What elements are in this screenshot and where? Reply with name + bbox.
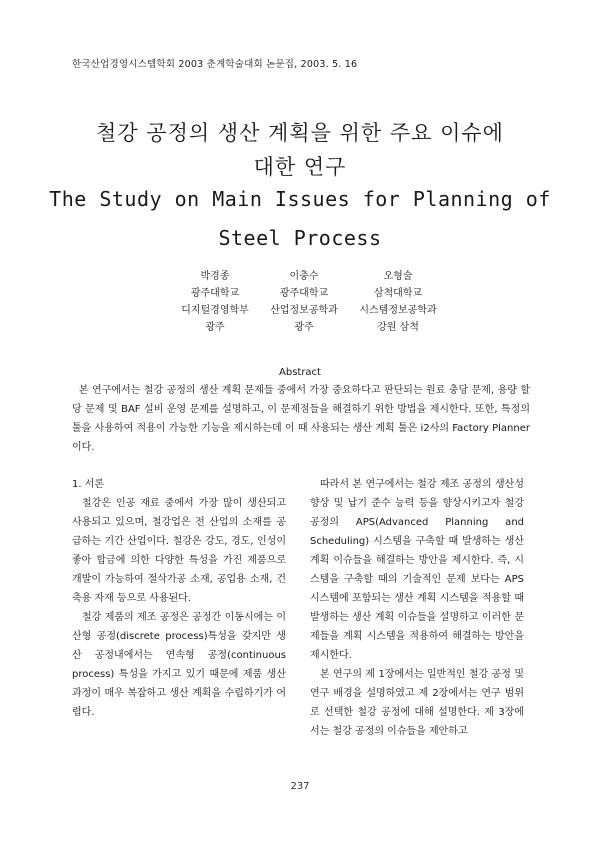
paragraph: 철강 제품의 제조 공정은 공정간 이동시에는 이산형 공정(discrete process)특성을 갖지만 생산 공정내에서는 연속형 공정(continuous process) 특성을 가지고 있기 때문에 제품 생산 과정이 매우 복잡하고 생산 계획을 수립하기가 어렵다.: [72, 612, 286, 718]
title-korean-line1: 철강 공정의 생산 계획을 위한 주요 이슈에: [96, 121, 504, 145]
paragraph: 본 연구의 제 1장에서는 일반적인 철강 공정 및 연구 배경을 설명하였고 제 2장에서는 연구 범위로 선택한 철강 공정에 대해 설명한다. 제 3장에서는 철강 공정의 이슈들을 제안하고: [310, 669, 524, 737]
author-affiliation: 시스템정보공학과: [359, 305, 437, 316]
author-affiliation: 디지털경영학부: [181, 305, 249, 316]
author-3: [333, 268, 463, 336]
left-column: [72, 475, 286, 722]
title-english-line2: Steel Process: [218, 226, 382, 250]
author-affiliation: 광주: [205, 322, 225, 333]
page-number: 237: [290, 781, 310, 792]
paragraph: 따라서 본 연구에서는 철강 제조 공정의 생산성 향상 및 납기 준수 능력 등을 향상시키고자 철강 공정의 APS(Advanced Planning and Scheduling) 시스템을 구축할 때 발생하는 생산 계획 이슈들을 해결하는 방안을 제시한다. 즉, 시스템을 구축할 때의 기술적인 문제 보다는 APS 시스템에 포함되는 생산 계획 시스템을 적용할 때 발생하는 생산 계획 이슈들을 설명하고 이러한 문제들을 계획 시스템을 적용하여 해결하는 방안을 제시한다.: [310, 479, 524, 661]
author-affiliation: 강원 삼척: [377, 322, 419, 333]
author-affiliation: 산업정보공학과: [270, 305, 338, 316]
author-affiliation: 삼척대학교: [373, 288, 423, 299]
abstract-body: 본 연구에서는 철강 공정의 생산 계획 문제들 중에서 가장 중요하다고 판단되는 원료 충당 문제, 용량 할당 문제 및 BAF 설비 운영 문제를 설명하고, 이 문제점들을 해결하기 위한 방법을 제시한다. 또한, 특정의 툴을 사용하여 적용이 가능한 기능을 제시하는데 이 때 사용되는 생산 계획 툴은 i2사의 Factory Planner이다.: [72, 385, 531, 453]
paragraph: 철강은 인공 재료 중에서 가장 많이 생산되고 사용되고 있으며, 철강업은 전 산업의 소재를 공급하는 기간 산업이다. 철강은 강도, 경도, 인성이 좋아 합금에 의한 다양한 특성을 가진 제품으로 개발이 가능하여 절삭가공 소재, 공업용 소재, 건축용 자재 등으로 사용된다.: [72, 498, 286, 604]
author-name: 오형술: [383, 271, 413, 282]
author-name: 박경종: [200, 271, 230, 282]
right-column: [310, 475, 524, 741]
title-korean-line2: 대한 연구: [253, 155, 347, 179]
section-heading: 1. 서론: [72, 479, 105, 490]
author-affiliation: 광주대학교: [279, 288, 329, 299]
abstract-title: Abstract: [279, 367, 321, 378]
author-affiliation: 광주대학교: [190, 288, 240, 299]
author-affiliation: 광주: [294, 322, 314, 333]
title-english-line1: The Study on Main Issues for Planning of: [49, 187, 551, 211]
journal-header: 한국산업경영시스템학회 2003 춘계학술대회 논문집, 2003. 5. 16: [72, 59, 358, 70]
abstract-text: [72, 381, 530, 457]
author-name: 이충수: [289, 271, 319, 282]
